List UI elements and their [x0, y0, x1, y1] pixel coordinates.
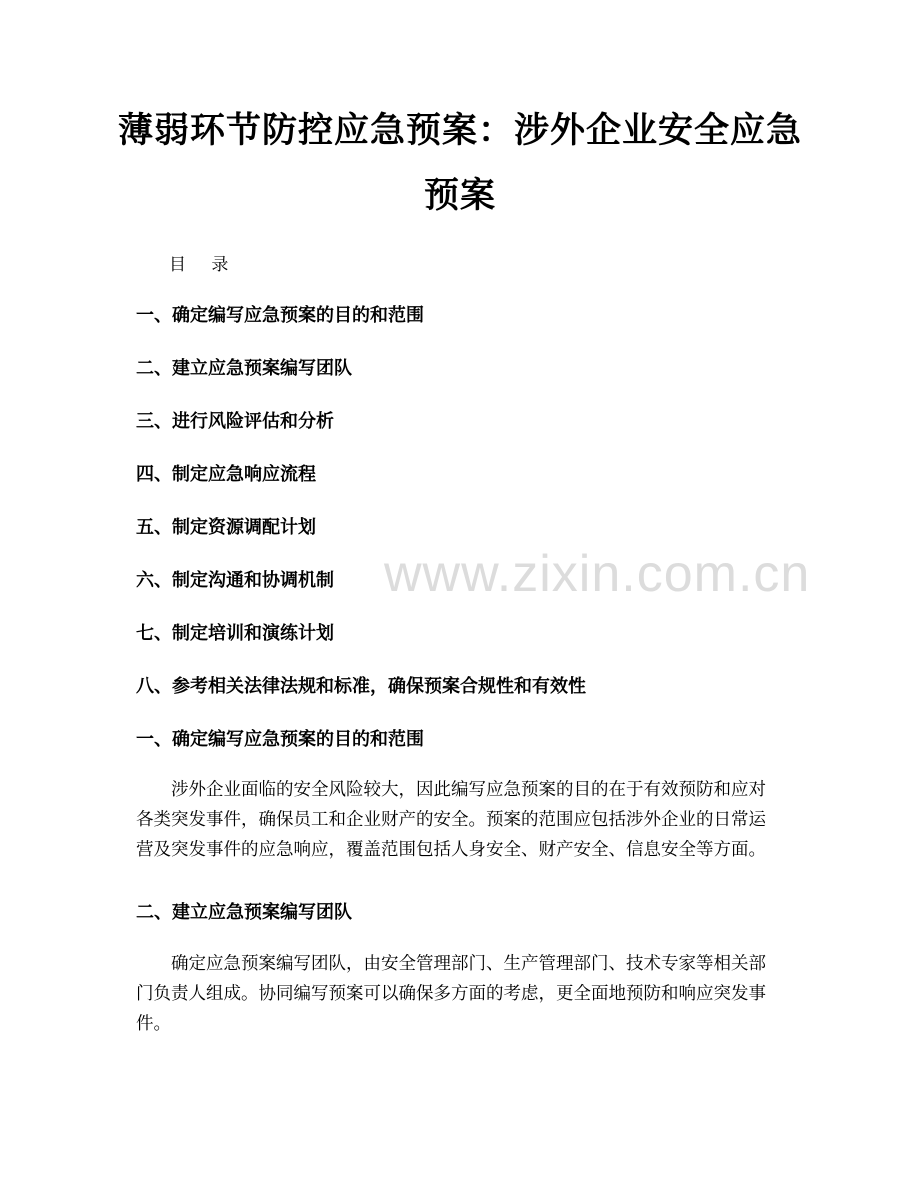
section-heading-2: 二、建立应急预案编写团队 [136, 902, 352, 923]
toc-item-1: 一、确定编写应急预案的目的和范围 [136, 305, 424, 326]
document-title-line-1: 薄弱环节防控应急预案：涉外企业安全应急 [117, 111, 802, 151]
paragraph-line: 确定应急预案编写团队，由安全管理部门、生产管理部门、技术专家等相关部 [171, 954, 766, 974]
paragraph-line: 门负责人组成。协同编写预案可以确保多方面的考虑，更全面地预防和响应突发事 [136, 984, 766, 1004]
toc-item-8: 八、参考相关法律法规和标准，确保预案合规性和有效性 [136, 676, 586, 697]
document-title-line-2: 预案 [423, 176, 496, 216]
toc-item-4: 四、制定应急响应流程 [136, 464, 316, 485]
toc-item-6: 六、制定沟通和协调机制 [136, 570, 334, 591]
section-paragraph-2 [136, 949, 796, 1039]
section-paragraph-1 [136, 775, 796, 865]
toc-label: 目 录 [169, 255, 239, 275]
paragraph-line: 营及突发事件的应急响应，覆盖范围包括人身安全、财产安全、信息安全等方面。 [136, 840, 766, 860]
section-heading-1: 一、确定编写应急预案的目的和范围 [136, 729, 424, 750]
paragraph-line: 涉外企业面临的安全风险较大，因此编写应急预案的目的在于有效预防和应对 [171, 780, 766, 800]
toc-item-2: 二、建立应急预案编写团队 [136, 358, 352, 379]
toc-item-7: 七、制定培训和演练计划 [136, 623, 334, 644]
watermark: www.zixin.com.cn [384, 545, 811, 603]
paragraph-line: 件。 [136, 1014, 171, 1034]
toc-item-5: 五、制定资源调配计划 [136, 517, 316, 538]
toc-item-3: 三、进行风险评估和分析 [136, 411, 334, 432]
paragraph-line: 各类突发事件，确保员工和企业财产的安全。预案的范围应包括涉外企业的日常运 [136, 810, 766, 830]
